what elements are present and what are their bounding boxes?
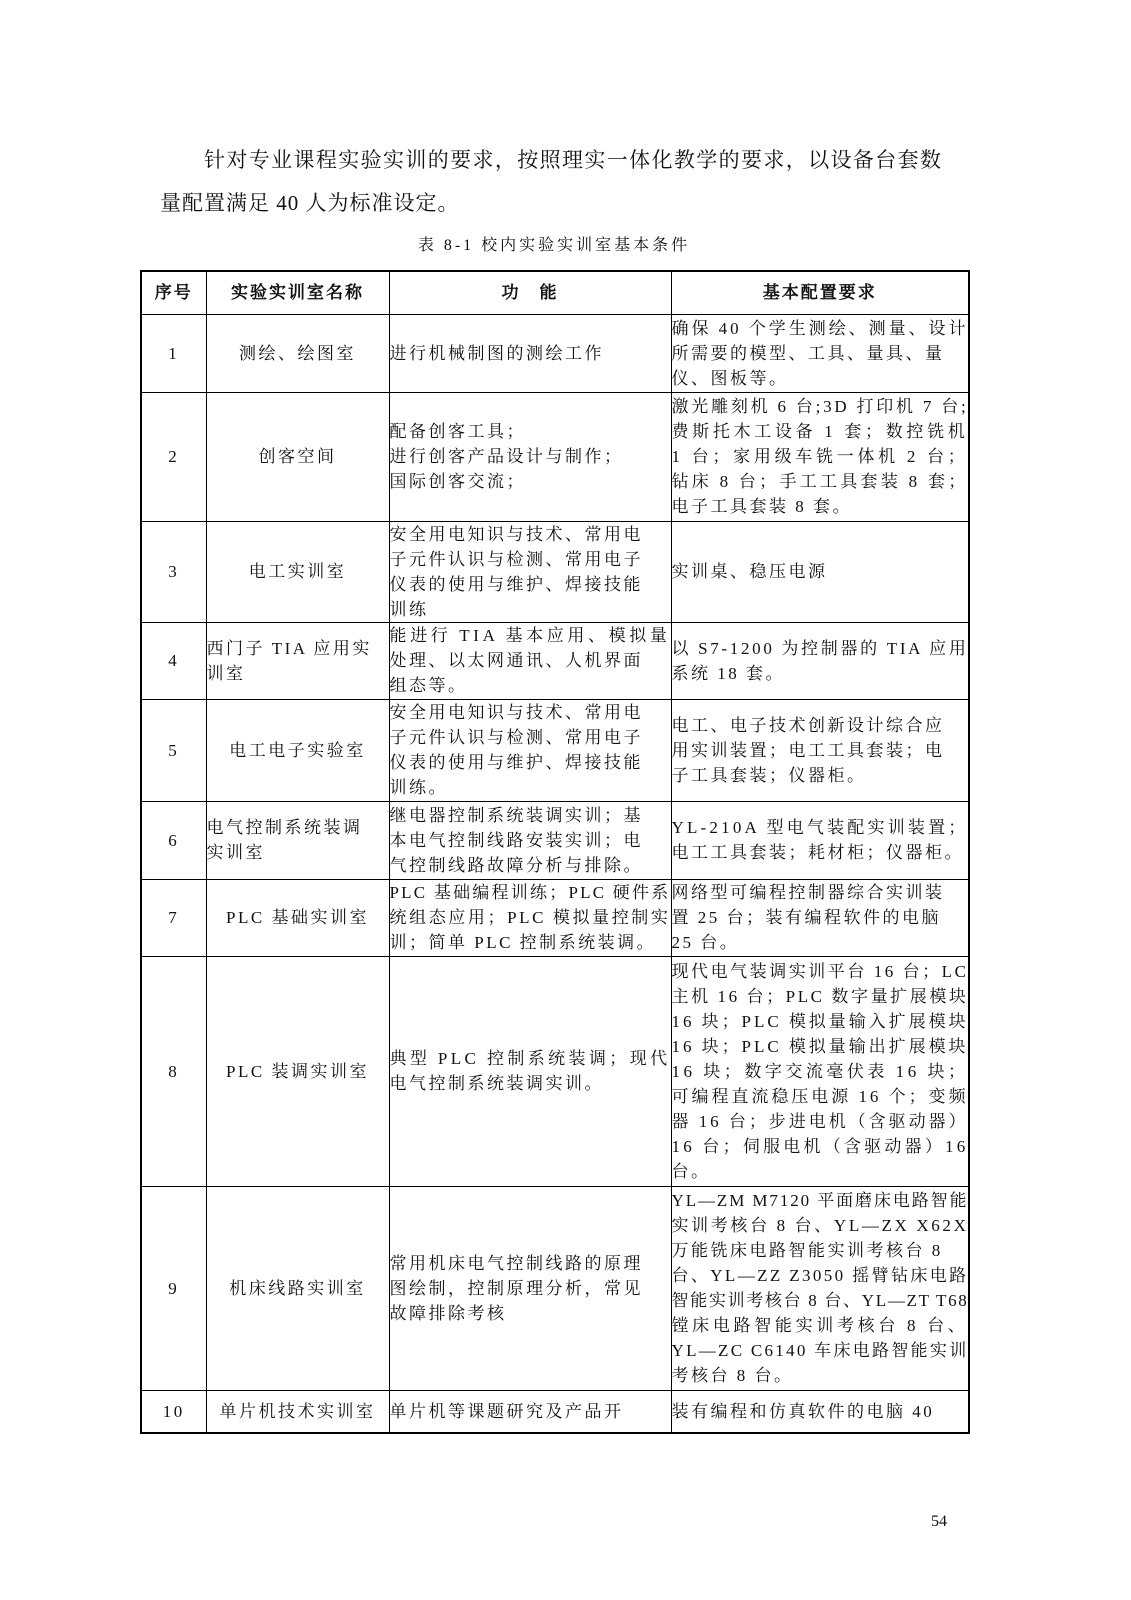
number-text: 3 [168, 562, 180, 581]
intro-paragraph: 针对专业课程实验实训的要求，按照理实一体化教学的要求，以设备台套数量配置满足 40 人为标准设定。 [160, 148, 942, 215]
table-body [141, 314, 969, 1433]
cell-number [141, 879, 206, 956]
function-line: 处理、以太网通讯、人机界面 [389, 651, 643, 670]
config-line: 镗床电路智能实训考核台 8 台、 [671, 1316, 969, 1335]
cell-number [141, 1390, 206, 1433]
cell-name [206, 1390, 389, 1433]
function-line: PLC 基础编程训练；PLC 硬件系 [389, 883, 671, 902]
cell-name [206, 314, 389, 392]
config-line: 以 S7-1200 为控制器的 TIA 应用 [671, 638, 969, 658]
config-line: YL-210A 型电气装配实训装置； [671, 818, 969, 837]
config-line: 电工工具套装；耗材柜；仪器柜。 [671, 843, 964, 862]
function-line: 国际创客交流； [389, 472, 526, 491]
column-header-name: 实验实训室名称 [206, 271, 389, 314]
cell-function [389, 956, 671, 1186]
column-header-number: 序号 [141, 271, 206, 314]
number-text: 9 [168, 1278, 180, 1298]
function-line: 故障排除考核 [389, 1303, 507, 1323]
cell-number [141, 314, 206, 392]
config-line: 用实训装置；电工工具套装；电 [671, 740, 945, 760]
number-text: 1 [168, 343, 180, 363]
table-row [141, 314, 969, 392]
cell-config [671, 801, 969, 879]
function-line: 安全用电知识与技术、常用电 [389, 703, 643, 722]
function-line: 单片机等课题研究及产品开 [389, 1401, 624, 1421]
cell-name [206, 699, 389, 801]
cell-function [389, 622, 671, 699]
config-line: 智能实训考核台 8 台、YL—ZT T68 [671, 1291, 969, 1310]
cell-number [141, 1186, 206, 1390]
function-line: 子元件认识与检测、常用电子 [389, 549, 643, 569]
name-line: 电工电子实验室 [229, 740, 366, 760]
cell-config [671, 1186, 969, 1390]
config-line: 1 台；家用级车铣一体机 2 台； [671, 447, 969, 466]
config-line: 台、YL—ZZ Z3050 摇臂钻床电路 [671, 1266, 969, 1285]
cell-number [141, 801, 206, 879]
function-line: 进行创客产品设计与制作； [389, 447, 624, 466]
table-caption: 表 8-1 校内实验实训室基本条件 [417, 237, 691, 254]
function-line: 常用机床电气控制线路的原理 [389, 1253, 643, 1273]
function-line: 子元件认识与检测、常用电子 [389, 728, 643, 747]
name-line: 训室 [206, 663, 246, 683]
config-line: 确保 40 个学生测绘、测量、设计 [671, 318, 969, 338]
cell-config [671, 879, 969, 956]
name-line: 西门子 TIA 应用实 [206, 638, 372, 658]
config-line: 现代电气装调实训平台 16 台；LC [671, 961, 969, 981]
cell-name [206, 622, 389, 699]
cell-function [389, 879, 671, 956]
config-line: 16 块；数字交流毫伏表 16 块； [671, 1061, 969, 1081]
cell-config [671, 622, 969, 699]
table-row [141, 699, 969, 801]
table-row [141, 879, 969, 956]
cell-number [141, 622, 206, 699]
name-line: 实训室 [206, 843, 265, 862]
cell-name [206, 521, 389, 622]
number-text: 10 [162, 1401, 185, 1421]
cell-config [671, 1390, 969, 1433]
config-line: 可编程直流稳压电源 16 个；变频 [671, 1086, 969, 1106]
number-text: 7 [168, 908, 180, 927]
config-line: 电工、电子技术创新设计综合应 [671, 715, 945, 735]
cell-function [389, 801, 671, 879]
config-line: 主机 16 台；PLC 数字量扩展模块 [671, 986, 969, 1006]
function-line: 组态等。 [389, 676, 468, 695]
number-text: 6 [168, 830, 180, 850]
cell-function [389, 314, 671, 392]
function-line: 仪表的使用与维护、焊接技能 [389, 574, 643, 594]
name-line: PLC 基础实训室 [226, 908, 369, 927]
function-line: 安全用电知识与技术、常用电 [389, 524, 643, 544]
table-row [141, 956, 969, 1186]
number-text: 4 [168, 651, 180, 670]
config-line: 实训考核台 8 台、YL—ZX X62X [671, 1216, 969, 1235]
column-header-config: 基本配置要求 [671, 271, 969, 314]
function-line: 训；简单 PLC 控制系统装调。 [389, 933, 657, 952]
name-line: 电气控制系统装调 [206, 818, 363, 837]
function-line: 气控制线路故障分析与排除。 [389, 855, 643, 875]
config-line: 子工具套装；仪器柜。 [671, 765, 867, 785]
config-line: 实训桌、稳压电源 [671, 562, 828, 581]
cell-number [141, 956, 206, 1186]
lab-conditions-table [140, 270, 970, 1434]
cell-number [141, 521, 206, 622]
cell-config [671, 392, 969, 521]
cell-number [141, 699, 206, 801]
config-line: 考核台 8 台。 [671, 1366, 794, 1385]
config-line: 16 块；PLC 模拟量输入扩展模块 [671, 1011, 969, 1031]
function-line: 进行机械制图的测绘工作 [389, 343, 604, 363]
function-line: 典型 PLC 控制系统装调；现代 [389, 1049, 671, 1068]
config-line: 激光雕刻机 6 台;3D 打印机 7 台; [671, 397, 969, 416]
config-line: 置 25 台；装有编程软件的电脑 [671, 908, 941, 927]
config-line: 钻床 8 台；手工工具套装 8 套； [671, 472, 969, 491]
config-line: 器 16 台；步进电机（含驱动器） [671, 1111, 969, 1131]
config-line: 16 台；伺服电机（含驱动器）16 [671, 1136, 969, 1156]
function-line: 图绘制，控制原理分析，常见 [389, 1278, 643, 1298]
number-text: 5 [168, 740, 180, 760]
config-line: 台。 [671, 1161, 711, 1181]
cell-function [389, 392, 671, 521]
cell-name [206, 801, 389, 879]
function-line: 配备创客工具； [389, 422, 526, 441]
function-line: 本电气控制线路安装实训；电 [389, 830, 643, 850]
config-line: YL—ZM M7120 平面磨床电路智能 [671, 1191, 969, 1210]
table-row [141, 622, 969, 699]
column-header-function: 功 能 [389, 271, 671, 314]
name-line: 测绘、绘图室 [239, 343, 356, 363]
config-line: 装有编程和仿真软件的电脑 40 [671, 1401, 935, 1421]
cell-function [389, 1390, 671, 1433]
config-line: 16 块；PLC 模拟量输出扩展模块 [671, 1036, 969, 1056]
cell-config [671, 956, 969, 1186]
table-row [141, 392, 969, 521]
name-line: 单片机技术实训室 [219, 1401, 376, 1421]
cell-config [671, 521, 969, 622]
function-line: 训练 [389, 599, 429, 619]
cell-name [206, 392, 389, 521]
config-line: 仪、图板等。 [671, 368, 789, 388]
name-line: 电工实训室 [248, 562, 347, 581]
function-line: 仪表的使用与维护、焊接技能 [389, 753, 643, 772]
page-number: 54 [931, 1513, 947, 1530]
function-line: 统组态应用；PLC 模拟量控制实 [389, 908, 671, 927]
cell-function [389, 521, 671, 622]
config-line: YL—ZC C6140 车床电路智能实训 [671, 1341, 969, 1360]
cell-function [389, 699, 671, 801]
cell-config [671, 699, 969, 801]
config-line: 系统 18 套。 [671, 663, 785, 683]
config-line: 万能铣床电路智能实训考核台 8 [671, 1241, 943, 1260]
config-line: 25 台。 [671, 933, 740, 952]
config-line: 电子工具套装 8 套。 [671, 497, 852, 516]
name-line: PLC 装调实训室 [226, 1061, 369, 1081]
cell-name [206, 1186, 389, 1390]
cell-config [671, 314, 969, 392]
function-line: 电气控制系统装调实训。 [389, 1074, 604, 1093]
table-row [141, 1390, 969, 1433]
config-line: 网络型可编程控制器综合实训装 [671, 883, 945, 902]
cell-name [206, 956, 389, 1186]
function-line: 能进行 TIA 基本应用、模拟量 [389, 626, 671, 645]
cell-number [141, 392, 206, 521]
cell-name [206, 879, 389, 956]
function-line: 训练。 [389, 778, 448, 797]
config-line: 所需要的模型、工具、量具、量 [671, 343, 945, 363]
function-line: 继电器控制系统装调实训；基 [389, 805, 643, 825]
name-line: 创客空间 [258, 447, 337, 466]
name-line: 机床线路实训室 [229, 1278, 366, 1298]
number-text: 2 [168, 447, 180, 466]
table-row [141, 521, 969, 622]
table-header-row [141, 271, 969, 314]
table-row [141, 801, 969, 879]
config-line: 费斯托木工设备 1 套；数控铣机 [671, 422, 969, 441]
table-row [141, 1186, 969, 1390]
cell-function [389, 1186, 671, 1390]
number-text: 8 [168, 1061, 180, 1081]
